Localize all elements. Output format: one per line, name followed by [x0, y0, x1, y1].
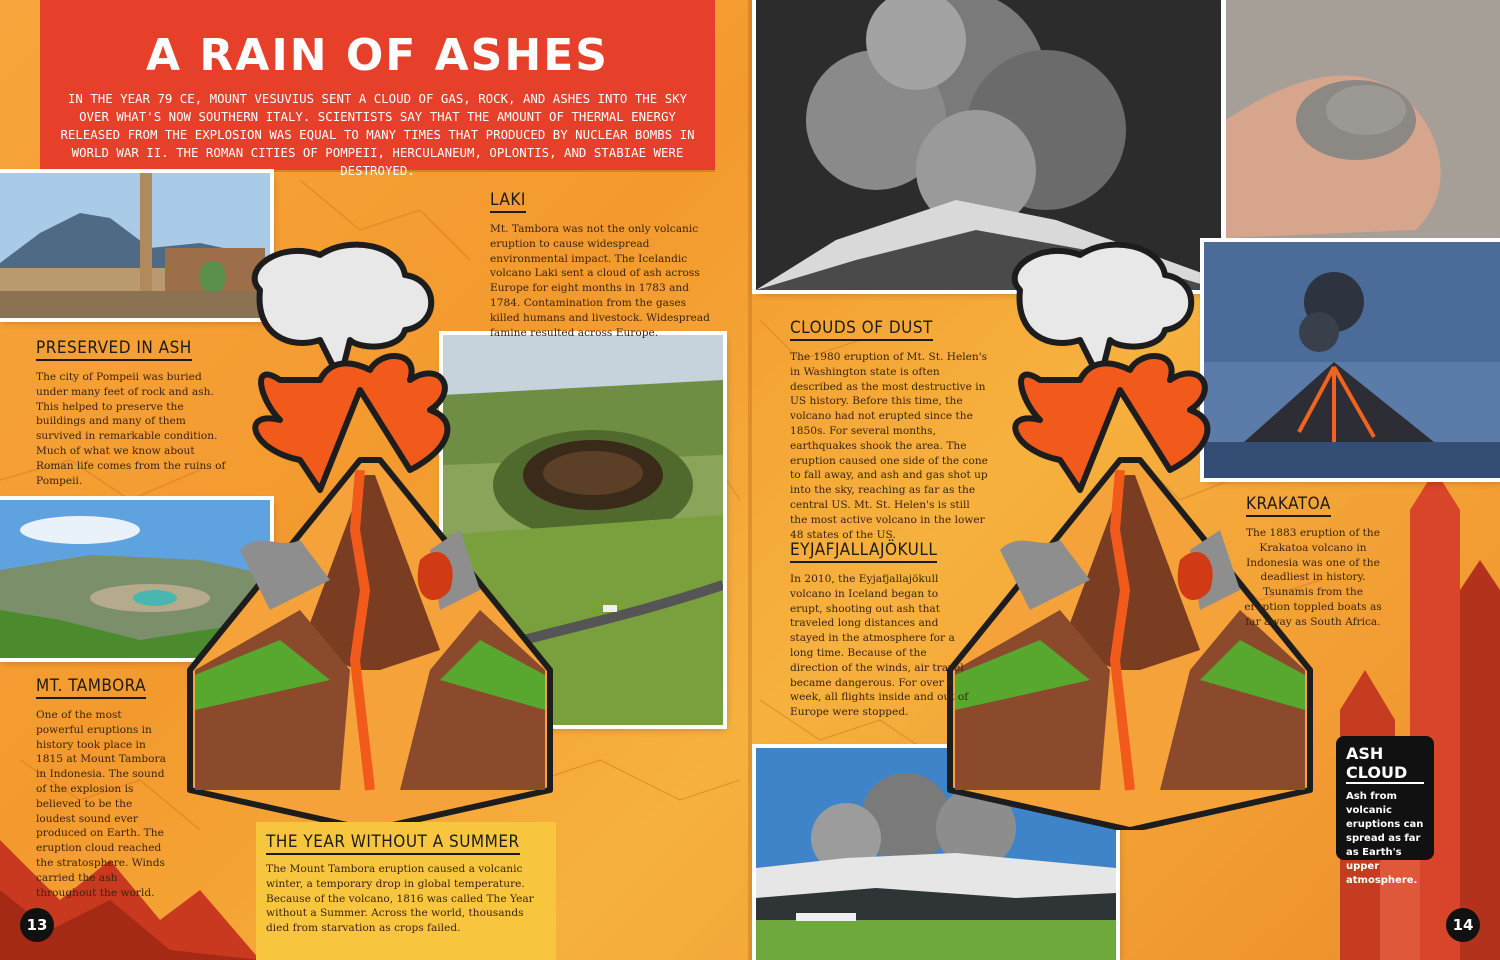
- page-title: A RAIN OF ASHES: [146, 30, 609, 81]
- callout-body: Ash from volcanic eruptions can spread as far as Earth's upper atmosphere.: [1346, 791, 1424, 886]
- body-preserved-in-ash: The city of Pompeii was buried under many feet of rock and ash. This helped to preserve the buildings and many of them survived in remarkable condition. Much of what we know about Roman life comes from the ruins of Pompeii.: [36, 371, 226, 487]
- body-eyjafjallajokull: In 2010, the Eyjafjallajökull volcano in Iceland began to erupt, shooting out ash that traveled long distances and stayed in the atmosphere for a long time. Because of the direction of the winds, air travel became dangerous. For over a week, all flights inside and out of Europe were stopped.: [790, 573, 969, 719]
- page-number-right: 14: [1446, 908, 1480, 942]
- page-gutter: [748, 0, 752, 960]
- hand-holding-ash-photo: [1226, 0, 1500, 238]
- body-laki: Mt. Tambora was not the only volcanic eruption to cause widespread environmental impact. The Icelandic volcano Laki sent a cloud of ash across Europe for eight months in 1783 and 1784. Contamination from the gases killed humans and livestock. Widespread famine resulted across Europe.: [490, 223, 710, 339]
- heading-year-without-summer: THE YEAR WITHOUT A SUMMER: [266, 832, 520, 855]
- heading-mt-tambora: MT. TAMBORA: [36, 676, 146, 699]
- heading-preserved-in-ash: PRESERVED IN ASH: [36, 338, 192, 361]
- callout-heading: ASH CLOUD: [1346, 744, 1424, 784]
- body-krakatoa: The 1883 eruption of the Krakatoa volcano in Indonesia was one of the deadliest in history. Tsunamis from the eruption toppled boats as far away as South Africa.: [1244, 527, 1382, 628]
- title-banner: [40, 0, 715, 178]
- page-number-left: 13: [20, 908, 54, 942]
- body-clouds-of-dust: The 1980 eruption of Mt. St. Helen's in Washington state is often described as the most destructive in US history. Before this time, the volcano had not erupted since the 1850s. For several months, earthquakes shook the area. The eruption caused one side of the cone to fall away, and ash and gas shot up into the sky, reaching as far as the central US. Mt. St. Helen's is still the most active volcano in the lower 48 states of the US.: [790, 351, 988, 541]
- ash-cloud-callout: [1336, 736, 1434, 886]
- body-mt-tambora: One of the most powerful eruptions in history took place in 1815 at Mount Tambora in Indonesia. The sound of the explosion is believed to be the loudest sound ever produced on Earth. The eruption cloud reached the stratosphere. Winds carried the ash throughout the world.: [36, 709, 166, 899]
- body-year-without-summer: The Mount Tambora eruption caused a volcanic winter, a temporary drop in global temperature. Because of the volcano, 1816 was called The Year without a Summer. Across the world, thousands died from starvation as crops failed.: [266, 863, 534, 935]
- heading-laki: LAKI: [490, 190, 526, 213]
- heading-eyjafjallajokull: EYJAFJALLAJÖKULL: [790, 540, 937, 563]
- heading-krakatoa: KRAKATOA: [1246, 494, 1331, 517]
- intro-text: IN THE YEAR 79 CE, MOUNT VESUVIUS SENT A CLOUD OF GAS, ROCK, AND ASHES INTO THE SKY OVER WHAT'S NOW SOUTHERN ITALY. SCIENTISTS SAY THAT THE AMOUNT OF THERMAL ENERGY RELEASED FROM THE EXPLOSION WAS EQUAL TO MANY TIMES THAT PRODUCED BY NUCLEAR BOMBS IN WORLD WAR II. THE ROMAN CITIES OF POMPEII, HERCULANEUM, OPLONTIS, AND STABIAE WERE DESTROYED.: [60, 91, 695, 178]
- heading-clouds-of-dust: CLOUDS OF DUST: [790, 318, 933, 341]
